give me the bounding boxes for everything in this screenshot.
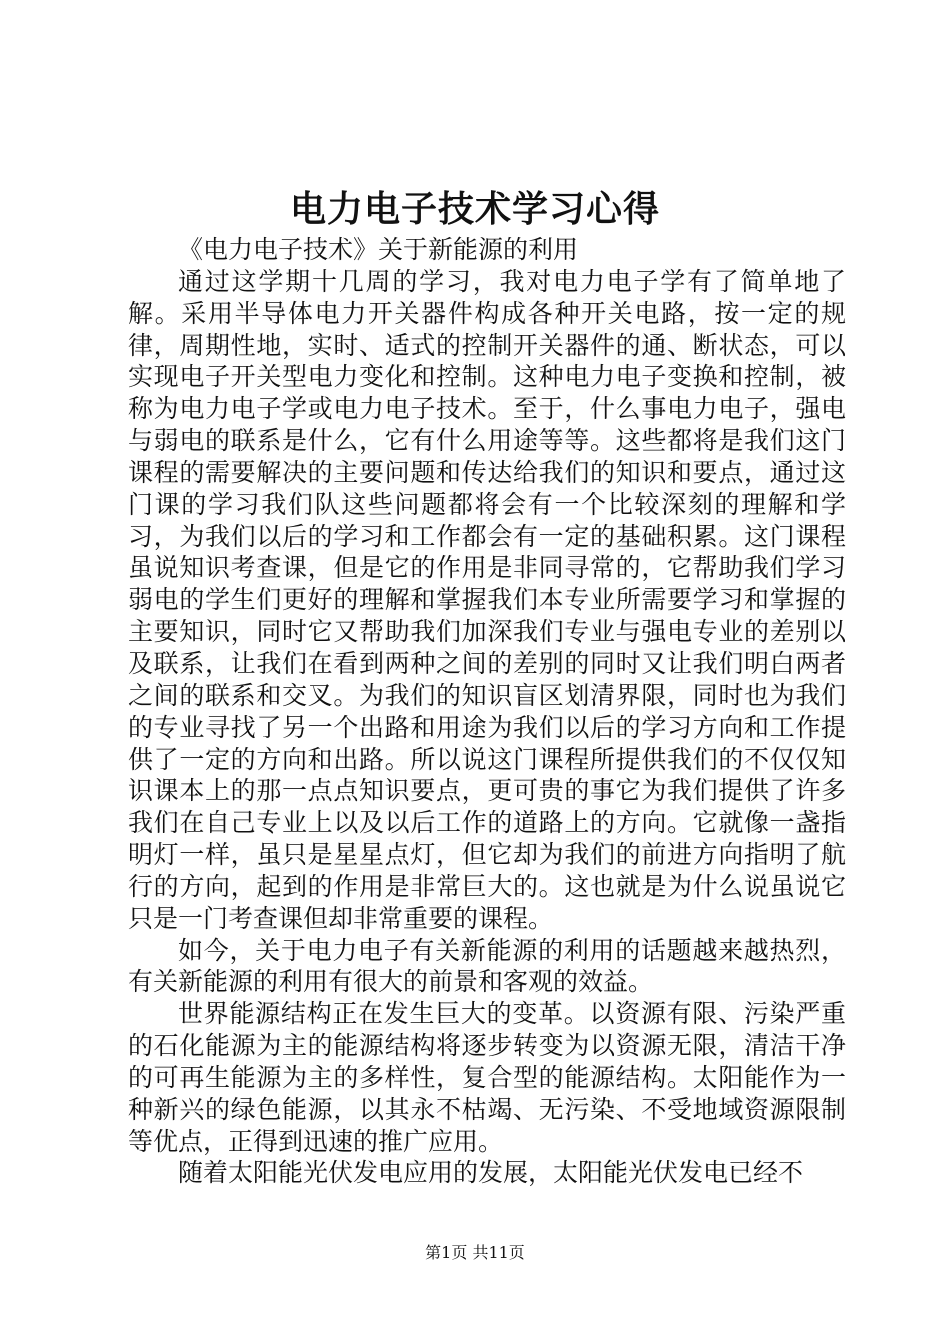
body-paragraph: 如今，关于电力电子有关新能源的利用的话题越来越热烈，有关新能源的利用有很大的前景和客观的效益。 — [128, 935, 846, 997]
page-number-footer: 第1页 共11页 — [425, 1243, 525, 1262]
body-paragraph: 世界能源结构正在发生巨大的变革。以资源有限、污染严重的石化能源为主的能源结构将逐步转变为以资源无限，清洁干净的可再生能源为主的多样性，复合型的能源结构。太阳能作为一种新兴的绿色能源，以其永不枯竭、无污染、不受地域资源限制等优点，正得到迅速的推广应用。 — [128, 999, 846, 1156]
subtitle-paragraph: 《电力电子技术》关于新能源的利用 — [178, 235, 579, 264]
document-title: 电力电子技术学习心得 — [289, 188, 660, 230]
body-paragraph: 通过这学期十几周的学习，我对电力电子学有了简单地了解。采用半导体电力开关器件构成各种开关电路，按一定的规律，周期性地，实时、适式的控制开关器件的通、断状态，可以实现电子开关型电力变化和控制。这种电力电子变换和控制，被称为电力电子学或电力电子技术。至于，什么事电力电子，强电与弱电的联系是什么，它有什么用途等等。这些都将是我们这门课程的需要解决的主要问题和传达给我们的知识和要点，通过这门课的学习我们队这些问题都将会有一个比较深刻的理解和学习，为我们以后的学习和工作都会有一定的基础积累。这门课程虽说知识考查课，但是它的作用是非同寻常的，它帮助我们学习弱电的学生们更好的理解和掌握我们本专业所需要学习和掌握的主要知识，同时它又帮助我们加深我们专业与强电专业的差别以及联系，让我们在看到两种之间的差别的同时又让我们明白两者之间的联系和交叉。为我们的知识盲区划清界限，同时也为我们的专业寻找了另一个出路和用途为我们以后的学习方向和工作提供了一定的方向和出路。所以说这门课程所提供我们的不仅仅知识课本上的那一点点知识要点，更可贵的事它为我们提供了许多我们在自己专业上以及以后工作的道路上的方向。它就像一盏指明灯一样，虽只是星星点灯，但它却为我们的前进方向指明了航行的方向，起到的作用是非常巨大的。这也就是为什么说虽说它只是一门考查课但却非常重要的课程。 — [128, 266, 846, 933]
body-paragraph: 随着太阳能光伏发电应用的发展，太阳能光伏发电已经不 — [178, 1158, 804, 1188]
document-body — [128, 234, 846, 1189]
